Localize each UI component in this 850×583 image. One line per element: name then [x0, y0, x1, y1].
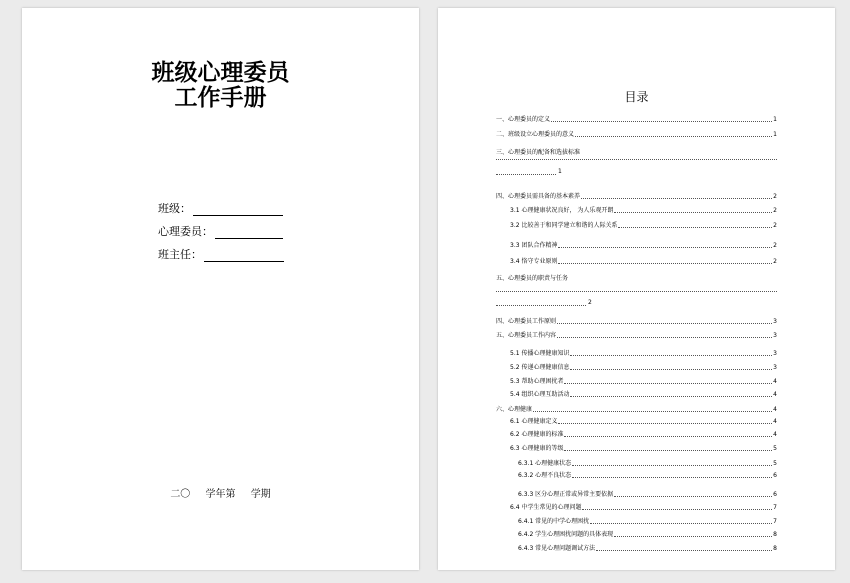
toc-entry[interactable] [510, 205, 777, 215]
class-field [158, 198, 283, 216]
toc-entry[interactable] [496, 129, 777, 139]
toc-dot-leader [496, 173, 556, 175]
toc-entry-text: 6.1 心理健康定义 [510, 418, 558, 425]
teacher-blank-line [204, 249, 284, 262]
toc-entry-text: 5.3 帮助心理困扰者 [510, 378, 564, 385]
toc-dot-leader [557, 336, 772, 338]
toc-entry[interactable] [518, 458, 777, 468]
toc-entry-text: 5.4 组织心理互助活动 [510, 391, 570, 398]
toc-entry-text: 6.3 心理健康的等级 [510, 445, 564, 452]
member-label: 心理委员： [158, 225, 213, 238]
toc-entry[interactable] [518, 489, 777, 499]
cover-title-line2: 工作手册 [174, 84, 267, 111]
toc-entry-page: 5 [773, 460, 777, 467]
toc-entry-text: 五、心理委员工作内容 [496, 332, 557, 339]
teacher-field [158, 244, 284, 262]
toc-entry-page: 8 [773, 531, 777, 538]
toc-entry[interactable] [510, 220, 777, 230]
toc-dot-leader [496, 304, 586, 306]
toc-entry[interactable] [510, 443, 777, 453]
school-year-line [22, 485, 419, 500]
toc-entry[interactable] [496, 330, 777, 340]
toc-entry-page: 2 [773, 193, 777, 200]
member-field [158, 221, 283, 239]
toc-entry[interactable] [510, 502, 777, 512]
toc-dot-leader [572, 464, 772, 466]
toc-entry-text: 3.2 比较善于和同学建立和谐的人际关系 [510, 222, 618, 229]
toc-entry-text: 5.2 传递心理健康信息 [510, 364, 570, 371]
toc-entry[interactable] [496, 114, 777, 124]
toc-dot-leader [557, 322, 772, 324]
toc-entry[interactable] [510, 429, 777, 439]
toc-dot-leader [570, 395, 772, 397]
toc-continued-page: 1 [558, 168, 562, 175]
toc-entry-page: 8 [773, 545, 777, 552]
toc-entry[interactable] [510, 376, 777, 386]
toc-dot-leader [614, 211, 772, 213]
toc-entry-text: 四、心理委员工作原则 [496, 318, 557, 325]
toc-entry-text: 6.4.1 常见的中学心理困扰 [518, 518, 590, 525]
toc-dot-leader [618, 226, 772, 228]
year-label: 学年第 [205, 489, 236, 500]
member-blank-line [215, 226, 283, 239]
toc-entry-text: 6.2 心理健康的标准 [510, 431, 564, 438]
toc-dot-leader [570, 354, 772, 356]
toc-entry[interactable] [518, 543, 777, 553]
toc-entry-page: 6 [773, 491, 777, 498]
toc-entry[interactable] [496, 273, 777, 283]
toc-dot-leader [496, 290, 777, 292]
toc-dot-leader [596, 549, 772, 551]
toc-entry-page: 7 [773, 504, 777, 511]
year-prefix: 二〇 [170, 489, 191, 500]
toc-entry-text: 3.4 恪守专业原则 [510, 258, 558, 265]
toc-entry-page: 4 [773, 391, 777, 398]
toc-dot-leader [581, 197, 772, 199]
toc-dot-leader [582, 508, 772, 510]
toc-entry-page: 5 [773, 445, 777, 452]
toc-entry-page: 2 [773, 222, 777, 229]
toc-entry-page: 2 [773, 242, 777, 249]
toc-entry-page: 4 [773, 418, 777, 425]
toc-entry-page: 3 [773, 350, 777, 357]
cover-page [22, 8, 419, 570]
toc-entry-text: 6.4.3 常见心理问题调试方法 [518, 545, 596, 552]
toc-entry[interactable] [496, 404, 777, 414]
teacher-label: 班主任： [158, 248, 202, 261]
toc-dot-leader [558, 246, 772, 248]
toc-entry-page: 4 [773, 378, 777, 385]
toc-dot-leader [614, 535, 772, 537]
toc-entry[interactable] [518, 529, 777, 539]
toc-entry-page: 2 [773, 258, 777, 265]
toc-list [438, 8, 835, 570]
toc-entry-text: 一、心理委员的定义 [496, 116, 551, 123]
term-label: 学期 [250, 489, 271, 500]
toc-entry-text: 3.3 团队合作精神 [510, 242, 558, 249]
toc-entry[interactable] [510, 362, 777, 372]
toc-entry[interactable] [496, 147, 777, 157]
toc-entry-text: 5.1 传播心理健康知识 [510, 350, 570, 357]
toc-entry-page: 3 [773, 318, 777, 325]
toc-entry-text: 6.3.2 心理不良状态 [518, 472, 572, 479]
toc-dot-leader [533, 410, 772, 412]
class-label: 班级： [158, 202, 191, 215]
toc-dot-leader [564, 435, 772, 437]
class-blank-line [193, 203, 283, 216]
toc-dot-leader [614, 495, 772, 497]
toc-entry-text: 二、班级设立心理委员的意义 [496, 131, 575, 138]
toc-dot-leader [496, 158, 777, 160]
toc-entry[interactable] [510, 389, 777, 399]
toc-dot-leader [551, 120, 772, 122]
toc-entry[interactable] [496, 316, 777, 326]
toc-dot-leader [564, 449, 772, 451]
toc-entry-page: 4 [773, 431, 777, 438]
toc-entry[interactable] [510, 348, 777, 358]
toc-entry-page: 2 [773, 207, 777, 214]
cover-title-line1: 班级心理委员 [151, 59, 290, 86]
toc-entry[interactable] [496, 191, 777, 201]
toc-entry-page: 6 [773, 472, 777, 479]
toc-dot-leader [570, 368, 772, 370]
toc-entry-text: 6.3.3 区分心理正常或异常主要依据 [518, 491, 614, 498]
toc-entry[interactable] [518, 516, 777, 526]
toc-entry-page: 7 [773, 518, 777, 525]
toc-dot-leader [558, 422, 772, 424]
toc-dot-leader [558, 262, 772, 264]
toc-entry-text: 6.4.2 学生心理困扰问题的具体表现 [518, 531, 614, 538]
toc-entry-text: 五、心理委员的职责与任务 [496, 275, 569, 282]
toc-entry[interactable] [510, 256, 777, 266]
toc-page [438, 8, 835, 570]
toc-continued-page: 2 [588, 299, 592, 306]
toc-entry-page: 3 [773, 332, 777, 339]
toc-entry-text: 6.3.1 心理健康状态 [518, 460, 572, 467]
toc-entry-text: 六、心理健康 [496, 406, 533, 413]
toc-entry-page: 1 [773, 116, 777, 123]
toc-entry-text: 四、心理委员需具备的基本素养 [496, 193, 581, 200]
toc-entry[interactable] [510, 240, 777, 250]
toc-entry-text: 6.4 中学生常见的心理问题 [510, 504, 582, 511]
toc-dot-leader [572, 476, 772, 478]
toc-dot-leader [590, 522, 772, 524]
toc-entry[interactable] [510, 416, 777, 426]
toc-entry-text: 3.1 心理健康状况良好， 为人乐观开朗 [510, 207, 614, 214]
toc-entry-page: 4 [773, 406, 777, 413]
toc-dot-leader [564, 382, 772, 384]
toc-entry-page: 1 [773, 131, 777, 138]
toc-entry-page: 3 [773, 364, 777, 371]
toc-heading: 目录 [624, 90, 649, 104]
toc-entry-text: 三、心理委员的配备和选拔标准 [496, 149, 581, 156]
toc-entry[interactable] [518, 470, 777, 480]
toc-dot-leader [575, 135, 772, 137]
